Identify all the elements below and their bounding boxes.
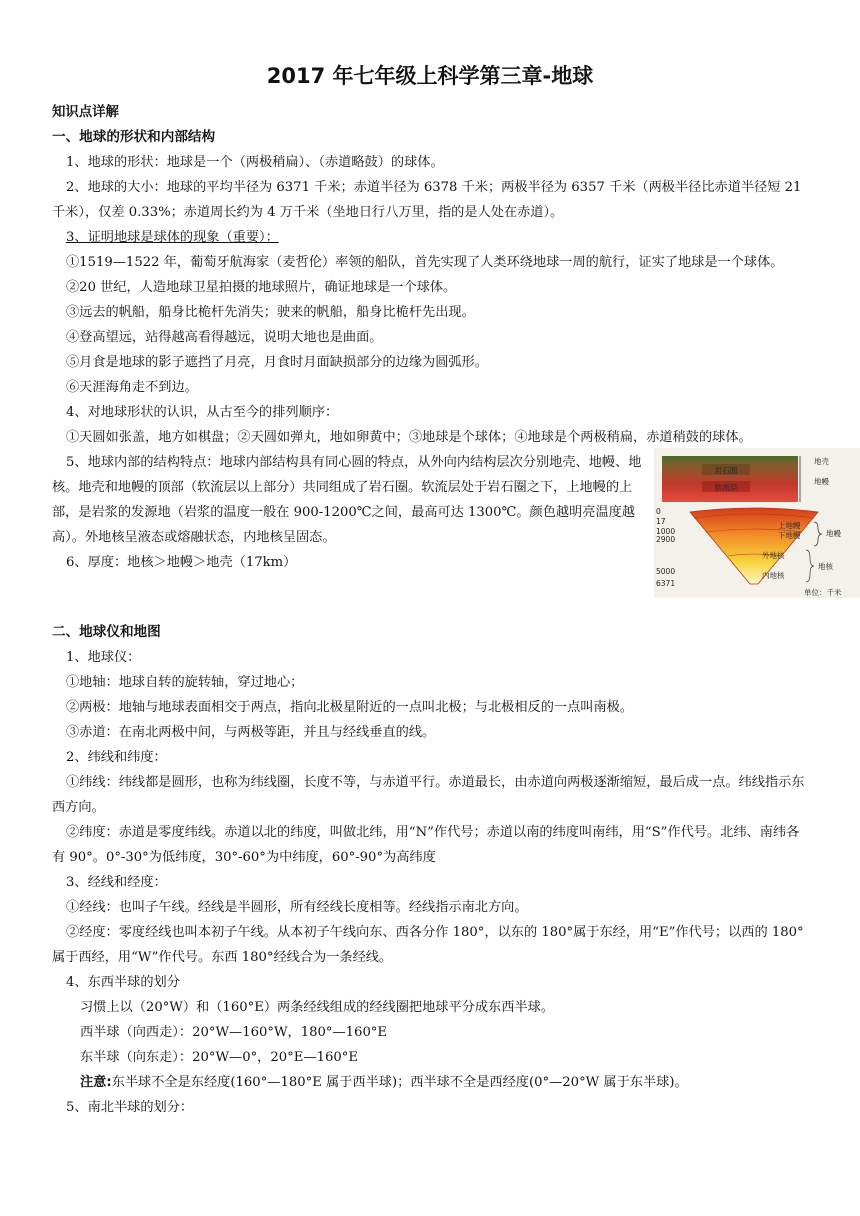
list-item: 西半球（向西走）：20°W—160°W，180°—160°E xyxy=(80,1025,388,1040)
subheading: 2、纬线和纬度： xyxy=(66,750,167,765)
subheading: 4、东西半球的划分 xyxy=(66,975,180,990)
evidence-item: ③远去的帆船，船身比桅杆先消失；驶来的帆船，船身比桅杆先出现。 xyxy=(66,305,475,320)
paragraph-heading: 3、证明地球是球体的现象（重要）： xyxy=(66,230,279,245)
paragraph: 1、地球的形状：地球是一个（两极稍扁）、（赤道略鼓）的球体。 xyxy=(66,155,444,170)
paragraph: 5、地球内部的结构特点：地球内部结构具有同心圆的特点，从外向内结构层次分别地壳、地幔、地核。地壳和地幔的顶部（软流层以上部分）共同组成了岩石圈。软流层处于岩石圈之下，上地幔的上部，是岩浆的发源地（岩浆的温度一般在 900-1200℃之间，最高可达 1300℃。颜色越明亮温度越高）。外地核呈液态或熔融状态，内地核呈固态。 xyxy=(52,455,642,545)
crust-block xyxy=(662,456,798,502)
note xyxy=(52,1070,812,1095)
list-item: ②纬度：赤道是零度纬线。赤道以北的纬度，叫做北纬，用“N”作代号；赤道以南的纬度叫南纬，用“S”作代号。北纬、南纬各有 90°。0°-30°为低纬度，30°-60°为中纬度，60°-90°为高纬度 xyxy=(52,825,800,865)
subtitle: 知识点详解 xyxy=(52,105,119,120)
section-heading-2: 二、地球仪和地图 xyxy=(52,624,161,640)
document-body xyxy=(52,100,842,1120)
label-outer-core: 外地核 xyxy=(762,551,785,560)
evidence-item: ⑥天涯海角走不到边。 xyxy=(66,380,198,395)
depth-0: 0 xyxy=(656,507,661,516)
list-item: ③赤道：在南北两极中间，与两极等距，并且与经线垂直的线。 xyxy=(66,725,436,740)
depth-5000: 5000 xyxy=(656,567,676,576)
label-mantle-top: 地幔 xyxy=(814,477,829,486)
list-item: ②经度：零度经线也叫本初子午线。从本初子午线向东、西各分作 180°，以东的 180°属于东经，用“E”作代号；以西的 180°属于西经，用“W”作代号。东西 180°经线合为一条经线。 xyxy=(52,925,804,965)
label-core: 地核 xyxy=(818,562,833,571)
subheading: 3、经线和经度： xyxy=(66,875,167,890)
label-crust: 地壳 xyxy=(814,457,829,466)
subheading: 5、南北半球的划分： xyxy=(66,1100,194,1115)
evidence-item: ④登高望远，站得越高看得越远，说明大地也是曲面。 xyxy=(66,330,383,345)
depth-6371: 6371 xyxy=(656,579,676,588)
list-item: ②两极：地轴与地球表面相交于两点，指向北极星附近的一点叫北极；与北极相反的一点叫南极。 xyxy=(66,700,634,715)
subheading: 1、地球仪： xyxy=(66,650,141,665)
depth-2900: 2900 xyxy=(656,535,676,544)
depth-1000: 1000 xyxy=(656,527,676,536)
label-asthenosphere: 软流层 xyxy=(714,483,738,492)
list-item: ①经线：也叫子午线。经线是半圆形，所有经线长度相等。经线指示南北方向。 xyxy=(66,900,528,915)
figure-unit: 单位：千米 xyxy=(804,588,842,597)
label-upper-mantle: 上地幔 xyxy=(778,521,801,530)
paragraph: 6、厚度：地核＞地幔＞地壳（17km） xyxy=(66,555,297,570)
label-inner-core: 内地核 xyxy=(762,571,785,580)
list-item: 东半球（向东走）：20°W—0°，20°E—160°E xyxy=(80,1050,358,1065)
paragraph: ①天圆如张盖，地方如棋盘；②天圆如弹丸，地如卵黄中；③地球是个球体；④地球是个两极稍扁，赤道稍鼓的球体。 xyxy=(66,430,752,445)
list-item: 习惯上以（20°W）和（160°E）两条经线组成的经线圈把地球平分成东西半球。 xyxy=(80,1000,554,1015)
list-item: ①纬线：纬线都是圆形，也称为纬线圈，长度不等，与赤道平行。赤道最长，由赤道向两极逐渐缩短，最后成一点。纬线指示东西方向。 xyxy=(52,775,805,815)
evidence-item: ②20 世纪，人造地球卫星拍摄的地球照片，确证地球是一个球体。 xyxy=(66,280,457,295)
label-mantle: 地幔 xyxy=(826,529,841,538)
label-lower-mantle: 下地幔 xyxy=(778,531,801,540)
list-item: ①地轴：地球自转的旋转轴，穿过地心； xyxy=(66,675,304,690)
section-heading-1: 一、地球的形状和内部结构 xyxy=(52,129,216,145)
label-lithosphere: 岩石圈 xyxy=(714,466,738,475)
earth-structure-figure xyxy=(654,448,860,598)
paragraph: 2、地球的大小：地球的平均半径为 6371 千米；赤道半径为 6378 千米；两极半径为 6357 千米（两极半径比赤道半径短 21 千米），仅差 0.33%；赤道周长约为 4 万千米（坐地日行八万里，指的是人处在赤道）。 xyxy=(52,180,802,220)
note-text: 东半球不全是东经度(160°—180°E 属于西半球)；西半球不全是西经度(0°—20°W 属于东半球)。 xyxy=(111,1075,688,1090)
depth-17: 17 xyxy=(656,517,666,526)
evidence-item: ①1519—1522 年，葡萄牙航海家（麦哲伦）率领的船队，首先实现了人类环绕地球一周的航行，证实了地球是一个球体。 xyxy=(66,255,784,270)
note-label: 注意: xyxy=(80,1075,112,1090)
page-title: 2017 年七年级上科学第三章-地球 xyxy=(266,64,594,88)
evidence-item: ⑤月食是地球的影子遮挡了月亮，月食时月面缺损部分的边缘为圆弧形。 xyxy=(66,355,488,370)
paragraph: 4、对地球形状的认识，从古至今的排列顺序： xyxy=(66,405,339,420)
